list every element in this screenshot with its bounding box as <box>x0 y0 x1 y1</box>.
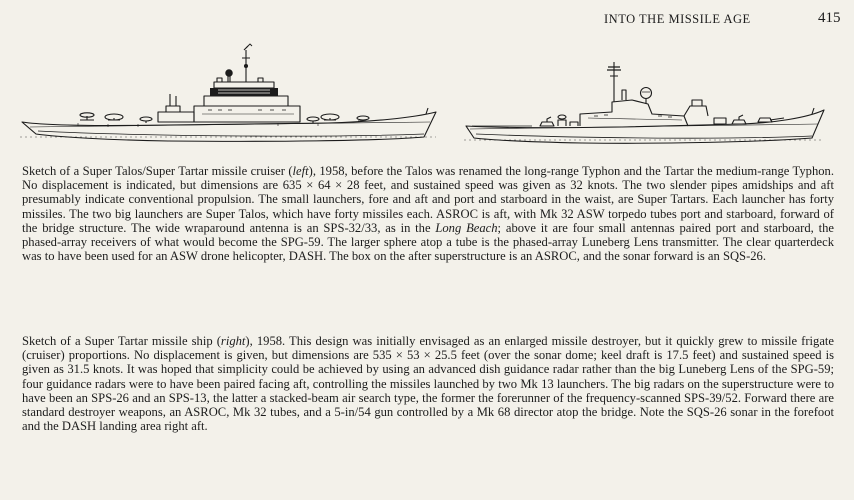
caption-1-text-a: Sketch of a Super Talos/Super Tartar missile cruiser ( <box>22 164 293 178</box>
caption-paragraph-2 <box>22 334 834 433</box>
left-ship-sketch <box>18 40 442 155</box>
caption-1-text-b: ), 1958, before the Talos was renamed the long-range Typhon and the Tartar the medium-range Typhon. No displacement is indicated, but dimensions are 635 × 64 × 28 feet, and sustained speed was given as 32 knots. The two slender pipes amidships and aft presumably indicate conventional propulsion. The small launchers, fore and aft and port and starboard in the waist, are Super Tartars. Each launcher has forty missiles. The two big launchers are Super Talos, which have forty missiles each. ASROC is aft, with Mk 32 ASW torpedo tubes port and starboard, forward of the bridge structure. The wide wraparound antenna is an SPS-32/33, as in the <box>22 164 834 235</box>
page-number: 415 <box>818 10 841 26</box>
caption-2-text-a: Sketch of a Super Tartar missile ship ( <box>22 334 221 348</box>
caption-1-italic-long-beach: Long Beach <box>435 220 498 235</box>
caption-paragraph-1 <box>22 164 834 263</box>
right-ship-sketch <box>462 40 834 155</box>
caption-1-text-c: ; above it are four small antennas paired port and starboard, the phased-array receivers of what would become the SPG-59. The larger sphere atop a tube is the phased-array Luneberg Lens transmitter. The clear quarterdeck was to have been used for an ASW drone helicopter, DASH. The box on the after superstructure is an ASROC, and the sonar forward is an SQS-26. <box>22 220 834 264</box>
caption-1-italic-left: left <box>292 164 309 178</box>
left-ship-hull <box>22 112 436 141</box>
caption-2-italic-right: right <box>220 334 246 348</box>
running-head: INTO THE MISSILE AGE <box>604 12 751 26</box>
caption-2-text-b: ), 1958. This design was initially envisaged as an enlarged missile destroyer, but it quickly grew to missile frigate (cruiser) proportions. No displacement is given, but dimensions are 535 × 53 × 25.5 feet (over the sonar dome; keel draft is 17.5 feet) and sustained speed is given as 31.5 knots. It was hoped that simplicity could be achieved by using an advanced dish guidance radar rather than the big Luneberg Lens of the SPG-59; four guidance radars were to have been paired facing aft, controlling the missiles launched by two Mk 13 launchers. The big radars on the superstructure were to have been an SPS-26 and an SPS-13, the latter a stacked-beam air search type, the former the forerunner of the frequency-scanned SPS-39/52. Forward there are standard destroyer weapons, an ASROC, Mk 32 tubes, and a 5-in/54 gun controlled by a Mk 68 director atop the bridge. Note the SQS-26 sonar in the forefoot and the DASH landing area right aft. <box>22 334 834 434</box>
